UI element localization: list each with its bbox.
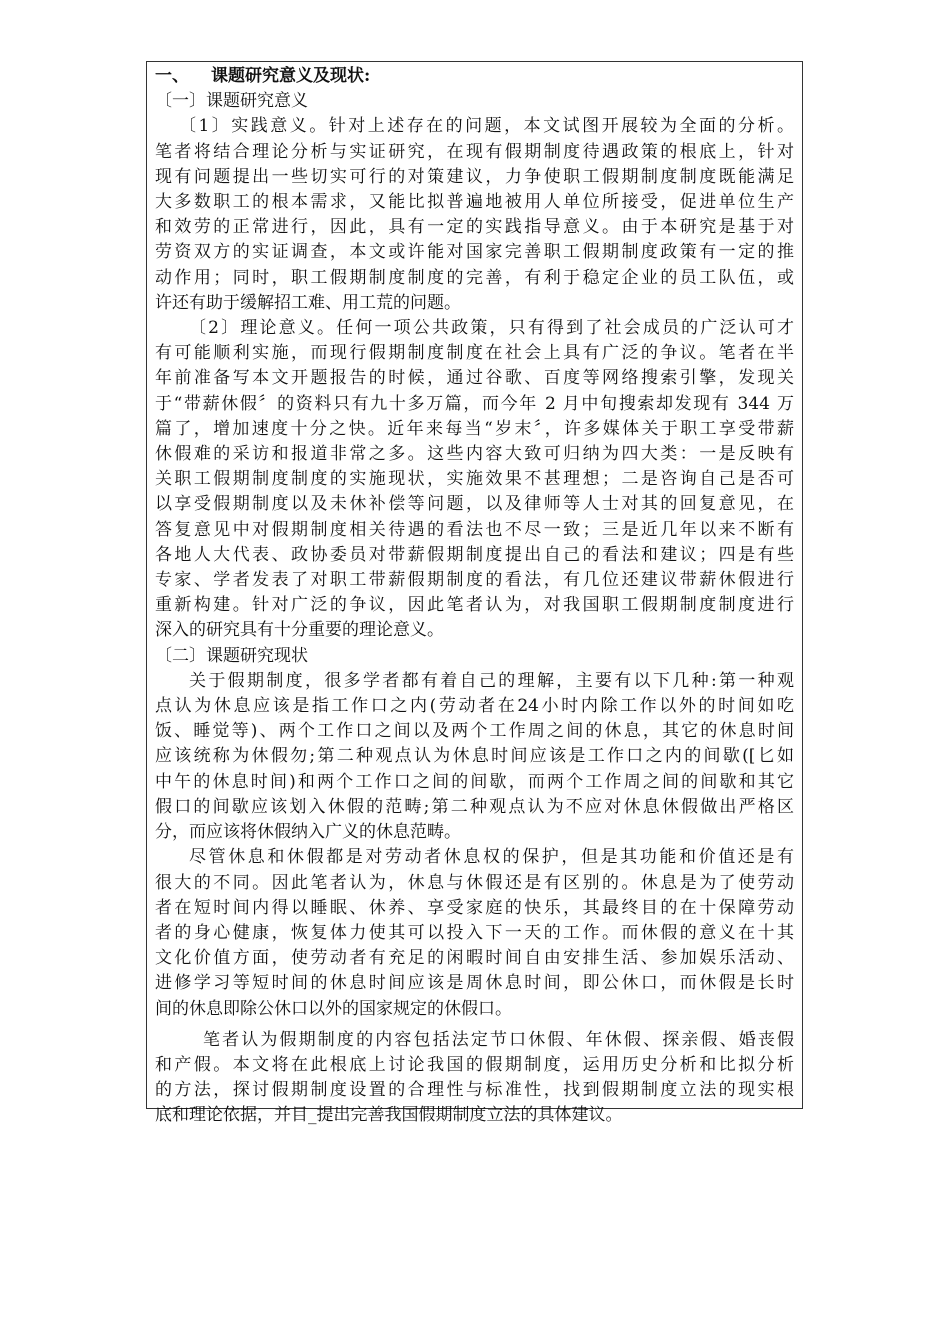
subsection-title-significance: 〔一〕课题研究意义 xyxy=(155,91,308,112)
subsection-title-status: 〔二〕课题研究现状 xyxy=(155,645,308,666)
paragraph-line: 笔者认为假期制度的内容包括法定节口休假、年休假、探亲假、婚丧假 xyxy=(203,1029,794,1050)
paragraph-line: 于“带薪休假〞的资料只有九十多万篇，而今年 2 月中旬搜索却发现有 344 万 xyxy=(155,393,794,414)
paragraph-line: 中午的休息时间)和两个工作口之间的间歇，而两个工作周之间的间歇和其它 xyxy=(155,771,794,792)
paragraph-line: 尽管休息和休假都是对劳动者休息权的保护，但是其功能和价值还是有 xyxy=(189,847,794,868)
paragraph-line: 和效劳的正常进行，因此，具有一定的实践指导意义。由于本研究是基于对 xyxy=(155,217,794,238)
paragraph-line: 和产假。本文将在此根底上讨论我国的假期制度，运用历史分析和比拟分析 xyxy=(155,1054,794,1075)
paragraph-line: 答复意见中对假期制度相关待遇的看法也不尽一致；三是近几年以来不断有 xyxy=(155,519,794,540)
paragraph-line: 进修学习等短时间的休息时间应该是周休息时间，即公休口，而休假是长时 xyxy=(155,973,794,994)
section-title xyxy=(155,64,794,89)
paragraph-line: 许还有助于缓解招工难、用工荒的问题。 xyxy=(155,292,461,313)
paragraph-line: 的方法，探讨假期制度设置的合理性与标准性，找到假期制度立法的现实根 xyxy=(155,1080,794,1101)
paragraph-line: 饭、睡觉等)、两个工作口之间以及两个工作周之间的休息，其它的休息时间 xyxy=(155,721,794,742)
paragraph-line: 劳资双方的实证调查，本文或许能对国家完善职工假期制度政策有一定的推 xyxy=(155,242,794,263)
paragraph-line: 文化价值方面，使劳动者有充足的闲暇时间自由安排生活、参加娱乐活动、 xyxy=(155,948,794,969)
paragraph-line: 很大的不同。因此笔者认为，休息与休假还是有区别的。休息是为了使劳动 xyxy=(155,872,794,893)
paragraph-line: 间的休息即除公休口以外的国家规定的休假口。 xyxy=(155,998,512,1019)
paragraph-line: 底和理论依据，并目_提出完善我国假期制度立法的具体建议。 xyxy=(155,1105,623,1126)
paragraph-line: 深入的研究具有十分重要的理论意义。 xyxy=(155,620,444,641)
paragraph-line: 〔2〕理论意义。任何一项公共政策，只有得到了社会成员的广泛认可才 xyxy=(189,318,794,339)
paragraph-line: 以享受假期制度以及未休补偿等问题，以及律师等人士对其的回复意见，在 xyxy=(155,494,794,515)
paragraph-line: 应该统称为休假勿;第二种观点认为休息时间应该是工作口之内的间歇([匕如 xyxy=(155,746,794,767)
paragraph-line: 者在短时间内得以睡眠、休养、享受家庭的快乐，其最终目的在十保障劳动 xyxy=(155,897,794,918)
paragraph-line: 关于假期制度，很多学者都有着自己的理解，主要有以下几种:第一种观 xyxy=(189,670,794,691)
paragraph-line: 现有问题提出一些切实可行的对策建议，力争使职工假期制度制度既能满足 xyxy=(155,166,794,187)
paragraph-line: 笔者将结合理论分析与实证研究，在现有假期制度待遇政策的根底上，针对 xyxy=(155,141,794,162)
paragraph-line: 有可能顺利实施，而现行假期制度制度在社会上具有广泛的争议。笔者在半 xyxy=(155,343,794,364)
paragraph-line: 重新构建。针对广泛的争议，因此笔者认为，对我国职工假期制度制度进行 xyxy=(155,595,794,616)
paragraph-line: 大多数职工的根本需求，又能比拟普遍地被用人单位所接受，促进单位生产 xyxy=(155,192,794,213)
paragraph-line: 关职工假期制度制度的实施现状，实施效果不甚理想；二是咨询自己是否可 xyxy=(155,469,794,490)
paragraph-line: 动作用；同时，职工假期制度制度的完善，有利于稳定企业的员工队伍，或 xyxy=(155,267,794,288)
paragraph-line: 者的身心健康，恢复体力使其可以投入下一天的工作。而休假的意义在十其 xyxy=(155,922,794,943)
paragraph-line: 分，而应该将休假纳入广义的休息范畴。 xyxy=(155,822,461,843)
paragraph-line: 假口的间歇应该划入休假的范畴;第二种观点认为不应对休息休假做出严格区 xyxy=(155,796,794,817)
paragraph-line: 点认为休息应该是指工作口之内(劳动者在24小时内除工作以外的时间如吃 xyxy=(155,696,794,717)
paragraph-line: 休假难的采访和报道非常之多。这些内容大致可归纳为四大类：一是反映有 xyxy=(155,444,794,465)
paragraph-line: 年前准备写本文开题报告的时候，通过谷歌、百度等网络搜索引擎，发现关 xyxy=(155,368,794,389)
paragraph-line: 〔1〕实践意义。针对上述存在的问题，本文试图开展较为全面的分析。 xyxy=(179,116,794,137)
paragraph-line: 各地人大代表、政协委员对带薪假期制度提出自己的看法和建议；四是有些 xyxy=(155,544,794,565)
paragraph-line: 篇了，增加速度十分之快。近年来每当“岁末〞，许多媒体关于职工享受带薪 xyxy=(155,418,794,439)
paragraph-line: 专家、学者发表了对职工带薪假期制度的看法，有几位还建议带薪休假进行 xyxy=(155,570,794,591)
section-title-text: 课题研究意义及现状: xyxy=(211,66,371,86)
section-number: 一、 xyxy=(155,66,189,86)
content-frame xyxy=(146,61,803,1126)
